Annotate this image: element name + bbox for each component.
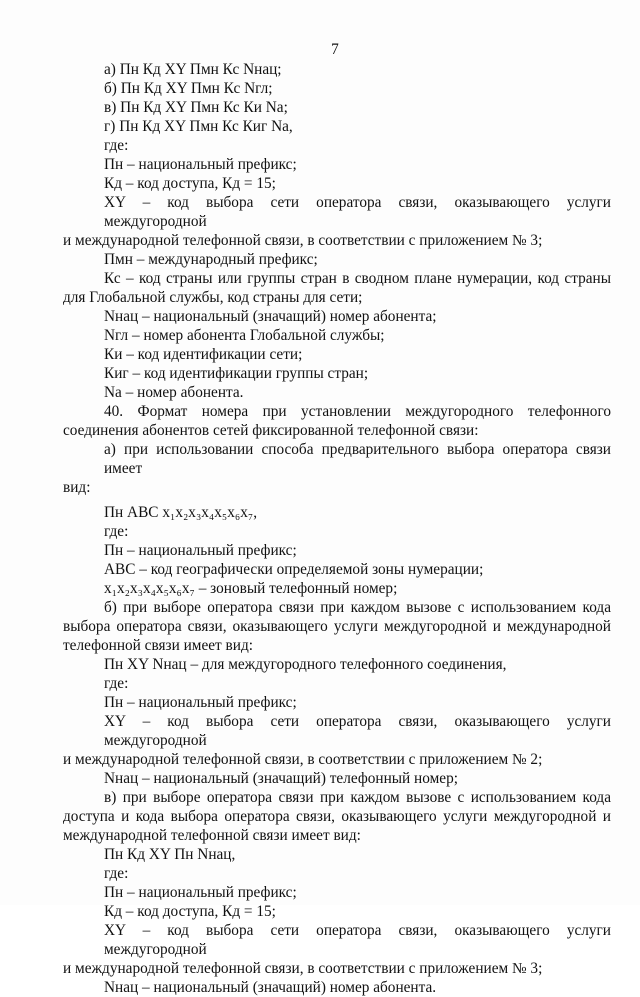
definition-line: Nа – номер абонента.: [104, 384, 244, 401]
clause-v: международной телефонной связи имеет вид:: [63, 827, 361, 844]
where-label: где:: [104, 865, 129, 882]
definition-line: x₁x₂x₃x₄x₅x₆x₇ – зоновый телефонный номер;: [104, 580, 398, 597]
definition-line: и международной телефонной связи, в соответствии с приложением № 3;: [63, 232, 543, 249]
clause-v: доступа и кода выбора оператора связи, оказывающего услуги междугородной и: [63, 808, 611, 825]
format-line: Пн Кд ХY Пн Nнац,: [104, 846, 236, 863]
where-label: где:: [104, 523, 129, 540]
definition-line: ХY – код выбора сети оператора связи, оказывающего услуги междугородной: [104, 194, 611, 230]
definition-line: Пн – национальный префикс;: [104, 884, 297, 901]
format-line: Пн ХY Nнац – для междугородного телефонного соединения,: [104, 656, 507, 673]
format-line-b: б) Пн Кд ХY Пмн Кс Nгл;: [104, 80, 273, 97]
section-40-heading: 40. Формат номера при установлении междугородного телефонного: [104, 403, 611, 420]
where-label: где:: [104, 675, 129, 692]
definition-line: Киг – код идентификации группы стран;: [104, 365, 369, 382]
where-label: где:: [104, 137, 129, 154]
format-line-a: а) Пн Кд ХY Пмн Кс Nнац;: [104, 61, 282, 78]
definition-line: Nнац – национальный (значащий) номер абонента.: [104, 979, 437, 996]
definition-line: АВС – код географически определяемой зоны нумерации;: [104, 561, 484, 578]
page-number: 7: [331, 41, 339, 58]
clause-b: выбора оператора связи, оказывающего услуги междугородной и международной: [63, 618, 611, 635]
section-40-heading: соединения абонентов сетей фиксированной телефонной связи:: [63, 422, 479, 439]
clause-v: в) при выборе оператора связи при каждом вызове с использованием кода: [104, 789, 611, 806]
definition-line: ХY – код выбора сети оператора связи, оказывающего услуги междугородной: [104, 713, 611, 749]
definition-line: Кд – код доступа, Кд = 15;: [104, 175, 276, 192]
document-body: [63, 60, 611, 997]
clause-b: б) при выборе оператора связи при каждом вызове с использованием кода: [104, 599, 611, 616]
definition-line: Ки – код идентификации сети;: [104, 346, 303, 363]
definition-line: Nнац – национальный (значащий) телефонный номер;: [104, 770, 458, 787]
definition-line: Пмн – международный префикс;: [104, 251, 318, 268]
definition-line: ХY – код выбора сети оператора связи, оказывающего услуги междугородной: [104, 922, 611, 958]
format-line-v: в) Пн Кд ХY Пмн Кс Ки Nа;: [104, 99, 288, 116]
clause-b: телефонной связи имеет вид:: [63, 637, 253, 654]
definition-line: Nнац – национальный (значащий) номер абонента;: [104, 308, 437, 325]
clause-a: а) при использовании способа предварительного выбора оператора связи имеет: [104, 441, 611, 477]
format-line-g: г) Пн Кд ХY Пмн Кс Киг Nа,: [104, 118, 293, 135]
definition-line: и международной телефонной связи, в соответствии с приложением № 3;: [63, 960, 543, 977]
definition-line: Пн – национальный префикс;: [104, 694, 297, 711]
clause-a: вид:: [63, 479, 91, 496]
definition-line: Кд – код доступа, Кд = 15;: [104, 903, 276, 920]
definition-line: Nгл – номер абонента Глобальной службы;: [104, 327, 385, 344]
definition-line: Пн – национальный префикс;: [104, 156, 297, 173]
definition-line: для Глобальной службы, код страны для сети;: [63, 289, 363, 306]
definition-line: Пн – национальный префикс;: [104, 542, 297, 559]
definition-line: Кс – код страны или группы стран в сводном плане нумерации, код страны: [104, 270, 611, 287]
format-line: Пн АВС x₁x₂x₃x₄x₅x₆x₇,: [104, 504, 258, 521]
definition-line: и международной телефонной связи, в соответствии с приложением № 2;: [63, 751, 543, 768]
